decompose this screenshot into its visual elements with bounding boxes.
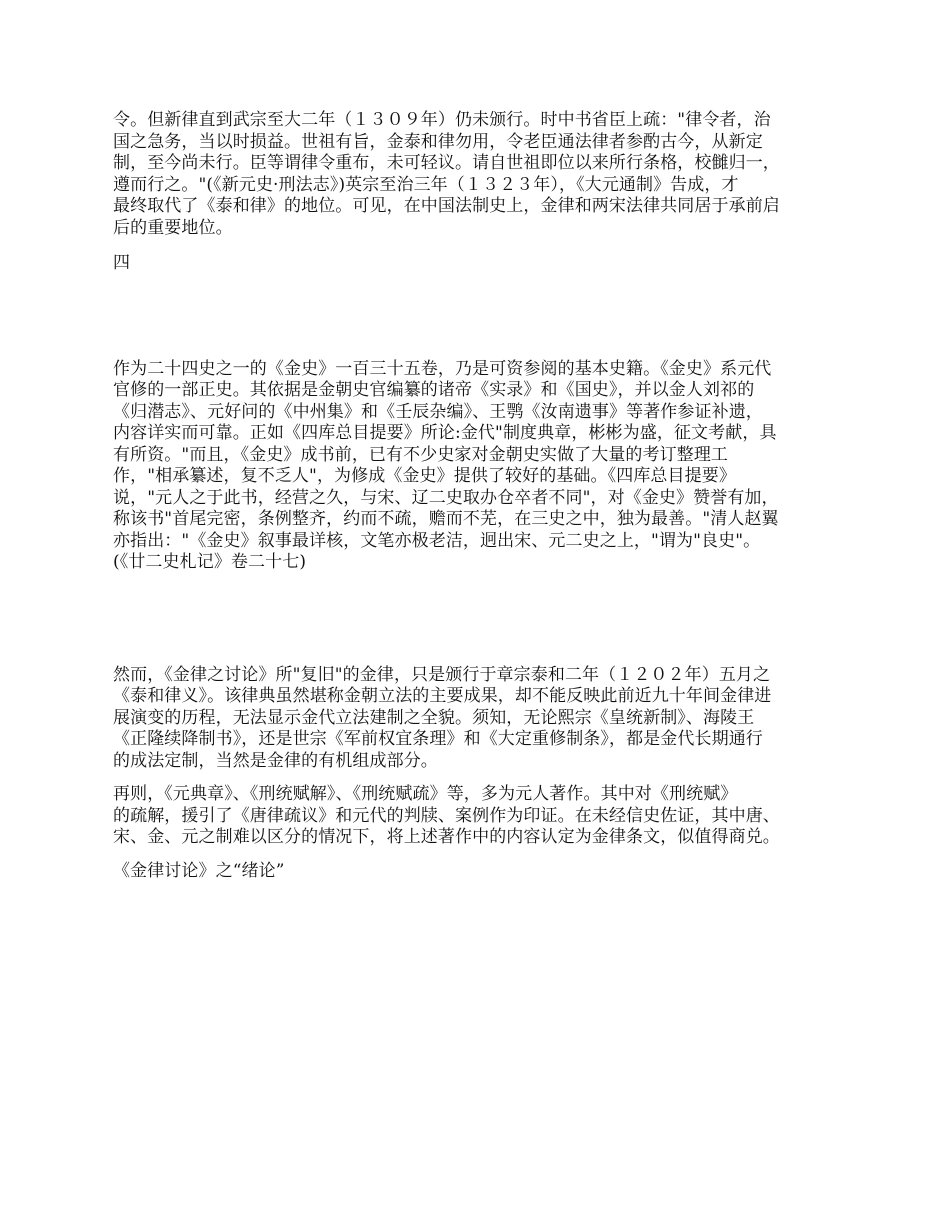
paragraph-3 — [113, 665, 843, 773]
text-line: 亦指出："《金史》叙事最详核，文笔亦极老洁，迥出宋、元二史之上，"谓为"良史"。 — [113, 530, 761, 551]
text-line: 展演变的历程，无法显示金代立法建制之全貌。须知，无论熙宗《皇统新制》、海陵王 — [113, 707, 755, 728]
paragraph-1 — [113, 110, 843, 239]
text-line: 再则，《元典章》、《刑统赋解》、《刑统赋疏》等，多为元人著作。其中对《刑统赋》 — [113, 784, 738, 804]
text-line: 制，至今尚未行。臣等谓律令重布，未可轻议。请自世祖即位以来所行条格，校雠归一， — [113, 153, 780, 173]
text-line: 国之急务，当以时损益。世祖有旨，金泰和律勿用，令老臣通法律者参酌古今，从新定 — [113, 131, 763, 152]
text-line: 《正隆续降制书》，还是世宗《军前权宜条理》和《大定重修制条》，都是金代长期通行 — [113, 729, 763, 749]
section-heading: 四 — [113, 253, 130, 273]
text-line: 称该书"首尾完密，条例整齐，约而不疏，赡而不芜，在三史之中，独为最善。"清人赵翼 — [113, 509, 779, 529]
text-line: 作为二十四史之一的《金史》一百三十五卷，乃是可资参阅的基本史籍。《金史》系元代 — [113, 358, 772, 379]
text-line: 令。但新律直到武宗至大二年（１３０９年）仍未颁行。时中书省臣上疏："律令者，治 — [113, 110, 771, 130]
text-line: 有所资。"而且，《金史》成书前，已有不少史家对金朝史实做了大量的考订整理工 — [113, 444, 729, 465]
text-line: 的成法定制，当然是金律的有机组成部分。 — [113, 750, 438, 771]
text-line: 宋、金、元之制难以区分的情况下，将上述著作中的内容认定为金律条文，似值得商兑。 — [113, 827, 780, 847]
text-line: 《金律讨论》之“绪论” — [113, 860, 285, 881]
text-line: 《泰和律义》。该律典虽然堪称金朝立法的主要成果，却不能反映此前近九十年间金律进 — [113, 686, 772, 706]
text-line: 官修的一部正史。其依据是金朝史官编纂的诸帝《实录》和《国史》，并以金人刘祁的 — [113, 380, 755, 400]
text-line: 作，"相承纂述，复不乏人"，为修成《金史》提供了较好的基础。《四库总目提要》 — [113, 466, 736, 486]
text-line: 《归潜志》、元好问的《中州集》和《壬辰杂编》、王鹗《汝南遗事》等著作参证补遗， — [113, 401, 763, 422]
text-line: 说，"元人之于此书，经营之久，与宋、辽二史取办仓卒者不同"，对《金史》赞誉有加， — [113, 487, 779, 508]
text-line: (《廿二史札记》卷二十七) — [113, 552, 307, 572]
text-line: 后的重要地位。 — [113, 217, 233, 238]
text-line: 然而，《金律之讨论》所"复旧"的金律，只是颁行于章宗泰和二年（１２０２年）五月之 — [113, 664, 771, 685]
paragraph-4 — [113, 784, 843, 849]
footer-title — [113, 861, 843, 883]
text-line: 的疏解，援引了《唐律疏议》和元代的判牍、案例作为印证。在未经信史佐证，其中唐、 — [113, 805, 780, 826]
text-line: 内容详实而可靠。正如《四库总目提要》所论:金代"制度典章，彬彬为盛，征文考献，具 — [113, 423, 777, 443]
text-line: 遵而行之。"(《新元史·刑法志》)英宗至治三年（１３２３年），《大元通制》告成，才 — [113, 174, 739, 195]
text-line: 最终取代了《泰和律》的地位。可见，在中国法制史上，金律和两宋法律共同居于承前启 — [113, 196, 780, 216]
document-body — [113, 110, 843, 882]
paragraph-2 — [113, 359, 843, 574]
